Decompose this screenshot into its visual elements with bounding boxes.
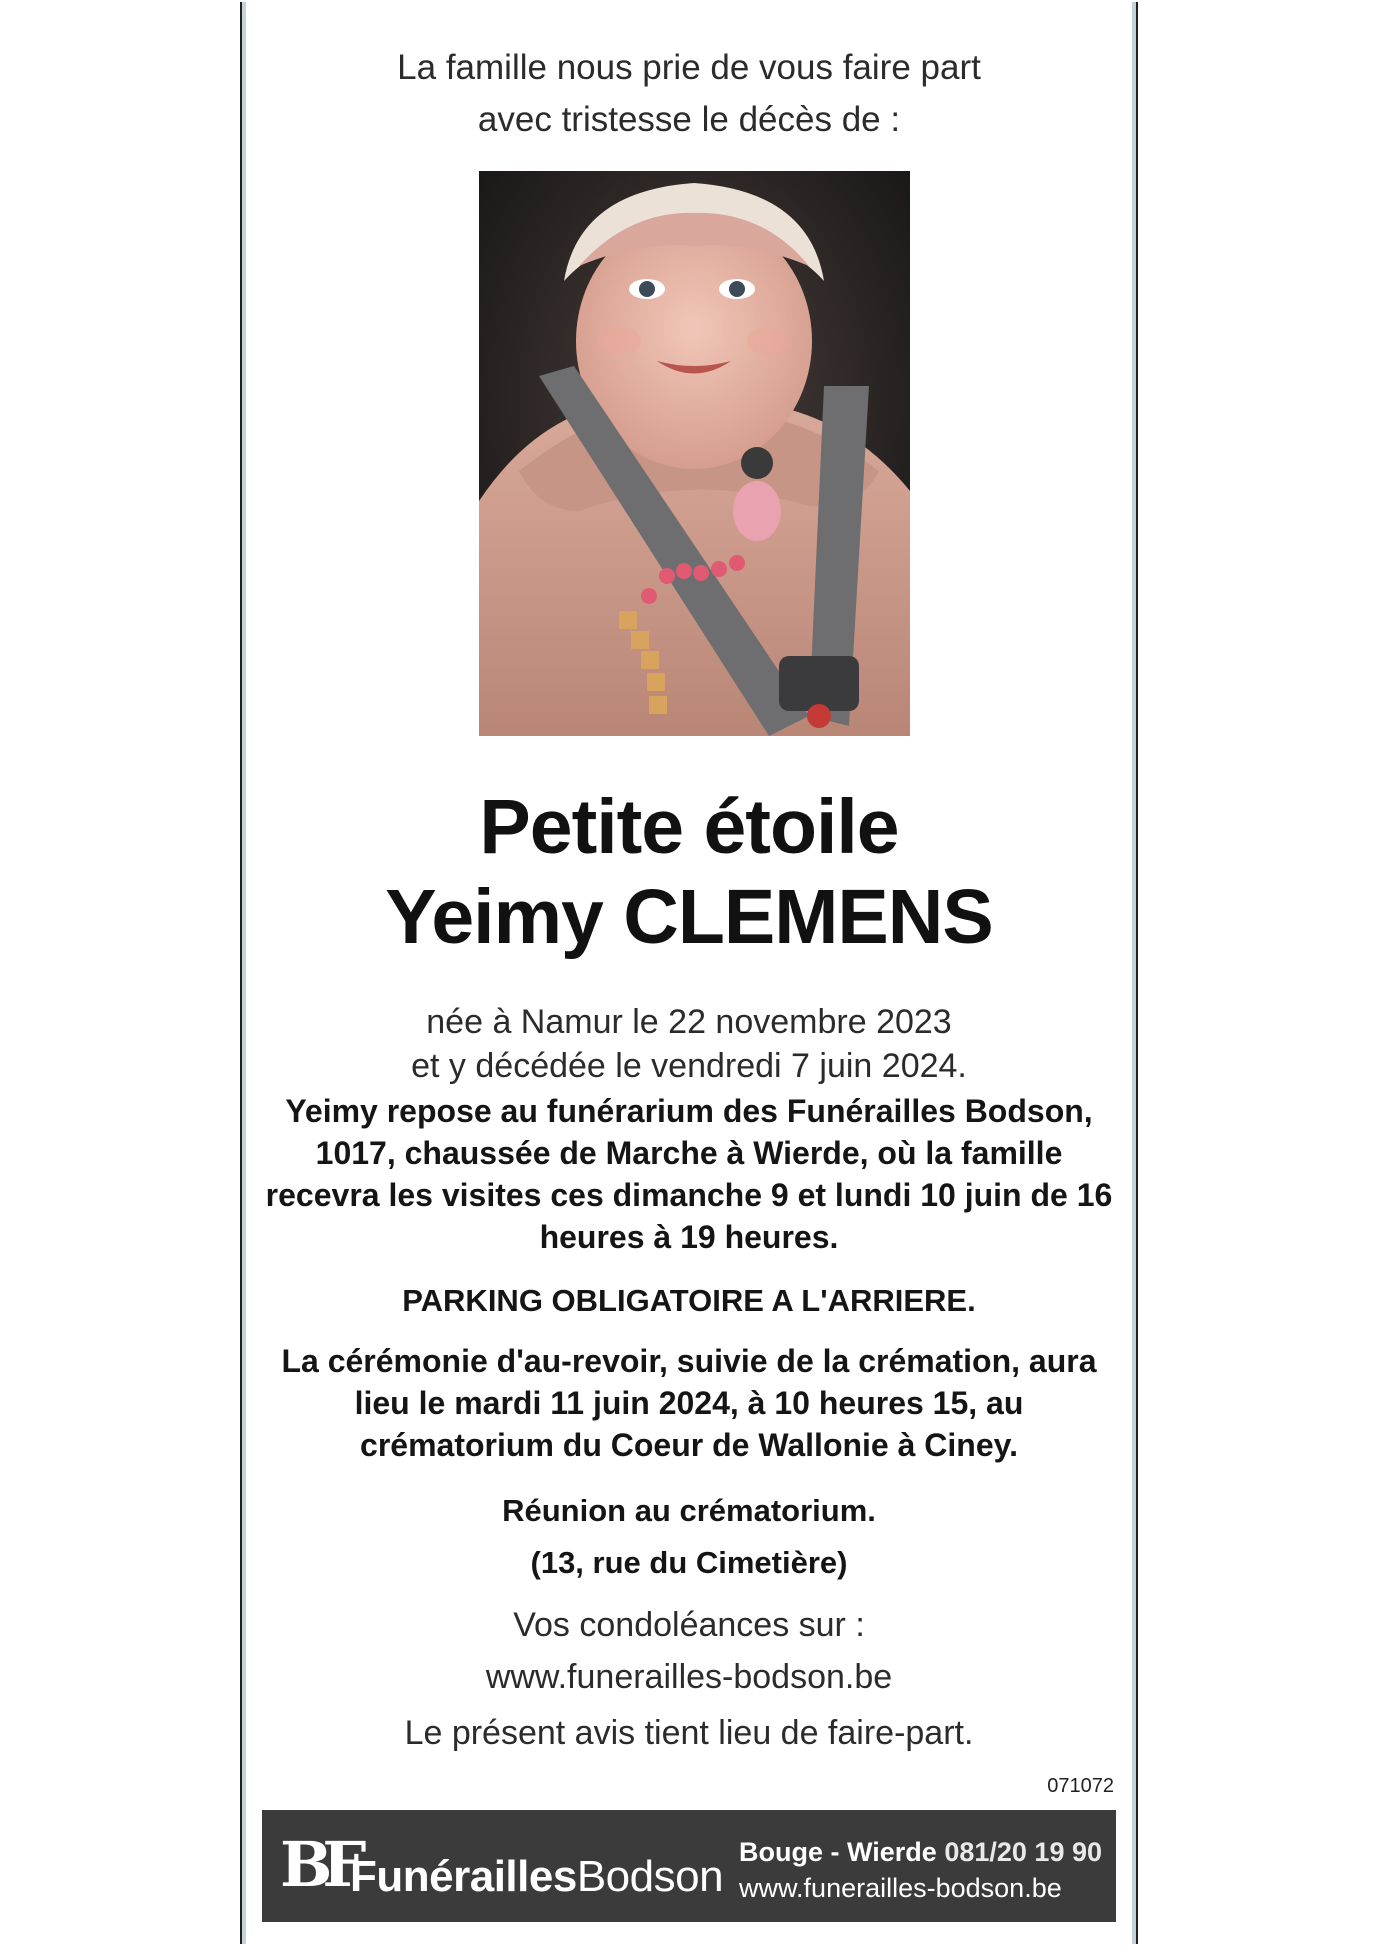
portrait-photo (479, 171, 910, 736)
contact-info (739, 1834, 1102, 1906)
ceremony-info (246, 1340, 1132, 1466)
intro-line-2: avec tristesse le décès de : (477, 100, 901, 139)
notice-statement: Le présent avis tient lieu de faire-part. (404, 1714, 974, 1752)
baby-portrait-photo (479, 171, 910, 736)
deceased-name: Yeimy CLEMENS (385, 874, 993, 960)
reunion-address: (13, rue du Cimetière) (530, 1545, 848, 1580)
brand-name-light: Bodson (576, 1852, 724, 1901)
reference-number: 071072 (1047, 1775, 1114, 1797)
condolences-label: Vos condoléances sur : (513, 1606, 865, 1644)
ceremony-line-2: lieu le mardi 11 juin 2024, à 10 heures 15, au (354, 1385, 1024, 1421)
visit-line-3: recevra les visites ces dimanche 9 et lundi 10 juin de 16 (265, 1177, 1113, 1213)
condolences-link[interactable]: www.funerailles-bodson.be (485, 1658, 893, 1696)
phone-number[interactable]: 081/20 19 90 (944, 1837, 1102, 1867)
visit-line-4: heures à 19 heures. (539, 1219, 839, 1255)
visit-line-1: Yeimy repose au funérarium des Funérailles Bodson, (285, 1093, 1093, 1129)
locations: Bouge - Wierde (739, 1837, 937, 1867)
funeral-home-banner (262, 1810, 1116, 1922)
deceased-heading (246, 782, 1132, 962)
brand-name (350, 1852, 723, 1902)
intro-line-1: La famille nous prie de vous faire part (397, 48, 981, 87)
parking-notice: PARKING OBLIGATOIRE A L'ARRIERE. (402, 1283, 976, 1318)
bodson-logo-icon: BF (280, 1828, 357, 1901)
intro-text (246, 42, 1132, 146)
deceased-title: Petite étoile (479, 784, 899, 870)
visitation-info (246, 1090, 1132, 1258)
death-line: et y décédée le vendredi 7 juin 2024. (411, 1047, 967, 1085)
birth-death-dates (246, 1000, 1132, 1088)
ceremony-line-1: La cérémonie d'au-revoir, suivie de la crémation, aura (281, 1343, 1097, 1379)
brand-name-bold: Funérailles (350, 1852, 577, 1901)
reunion-info (246, 1485, 1132, 1589)
visit-line-2: 1017, chaussée de Marche à Wierde, où la famille (315, 1135, 1063, 1171)
ceremony-line-3: crématorium du Coeur de Wallonie à Ciney. (360, 1427, 1018, 1463)
condolences-info (246, 1599, 1132, 1703)
footer-website-link[interactable]: www.funerailles-bodson.be (739, 1873, 1062, 1903)
obituary-notice (242, 2, 1136, 1944)
reunion-line-1: Réunion au crématorium. (502, 1493, 876, 1528)
birth-line: née à Namur le 22 novembre 2023 (426, 1003, 952, 1041)
